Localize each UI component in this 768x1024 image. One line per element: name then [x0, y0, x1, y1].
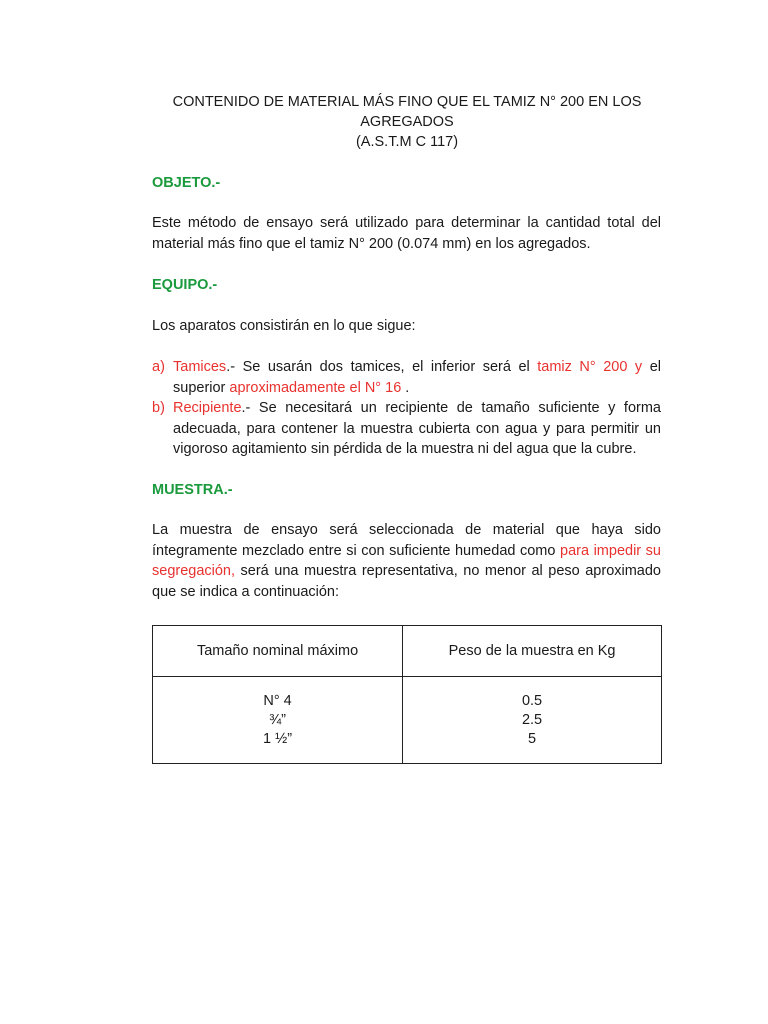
header-nominal-size: Tamaño nominal máximo — [153, 626, 403, 677]
title-line-1: CONTENIDO DE MATERIAL MÁS FINO QUE EL TAMIZ N° 200 EN LOS — [172, 94, 642, 110]
weight-value: 0.5 — [521, 692, 543, 709]
heading-equipo: EQUIPO.- — [152, 277, 218, 293]
sample-weight-table — [152, 625, 662, 764]
equipment-item-tamices — [152, 357, 661, 398]
header-sample-weight: Peso de la muestra en Kg — [403, 626, 662, 677]
size-value: N° 4 — [263, 692, 292, 709]
heading-muestra: MUESTRA.- — [152, 482, 233, 498]
size-value: ¾” — [269, 711, 287, 728]
title-line-2: AGREGADOS — [360, 114, 454, 130]
size-value: 1 ½” — [263, 730, 293, 747]
highlight-tamiz-200: tamiz N° 200 y — [537, 359, 643, 375]
highlight-segregacion: para impedir su segregación, — [152, 542, 662, 580]
document-title — [152, 92, 662, 152]
equipment-item-recipiente — [152, 398, 661, 460]
title-line-3: (A.S.T.M C 117) — [355, 134, 459, 150]
equipment-label-recipiente: Recipiente — [173, 400, 242, 416]
equipo-intro: Los aparatos consistirán en lo que sigue: — [152, 318, 416, 334]
item-text-part: Se necesitará un recipiente de tamaño suficiente y forma adecuada, para contener la muestra cubierta con agua y para permitir un vigoroso agitamiento sin pérdida de la muestra ni del agua que la cubre. — [173, 400, 661, 458]
size-cell — [153, 677, 403, 764]
equipment-item-text — [173, 398, 661, 460]
muestra-text-part: será una muestra representativa, no menor al peso aproximado que se indica a continuación: — [152, 563, 661, 601]
equipment-label-tamices: Tamices — [173, 359, 227, 375]
highlight-n16: aproximadamente el N° 16 — [229, 379, 402, 396]
equipment-item-text — [173, 357, 661, 398]
label-separator: .- — [241, 400, 251, 416]
table-row — [153, 677, 662, 764]
muestra-paragraph — [152, 520, 661, 603]
weight-value: 2.5 — [521, 711, 543, 728]
heading-objeto: OBJETO.- — [152, 175, 221, 191]
label-separator: .- — [226, 359, 236, 375]
item-text-part: Se usarán dos tamices, el inferior será el — [235, 359, 538, 375]
table-header-row — [153, 626, 662, 677]
list-marker-a: a) — [152, 359, 165, 375]
objeto-paragraph: Este método de ensayo será utilizado para determinar la cantidad total del material más fino que el tamiz N° 200 (0.074 mm) en los agregados. — [152, 215, 661, 252]
list-marker-b: b) — [152, 400, 165, 416]
weight-cell — [403, 677, 662, 764]
item-text-part: . — [401, 379, 410, 396]
muestra-text-part: La muestra de ensayo será seleccionada de material que haya sido íntegramente mezclado entre si con suficiente humedad como — [152, 522, 661, 559]
item-text-part: el superior — [173, 359, 661, 396]
weight-value: 5 — [528, 730, 537, 747]
